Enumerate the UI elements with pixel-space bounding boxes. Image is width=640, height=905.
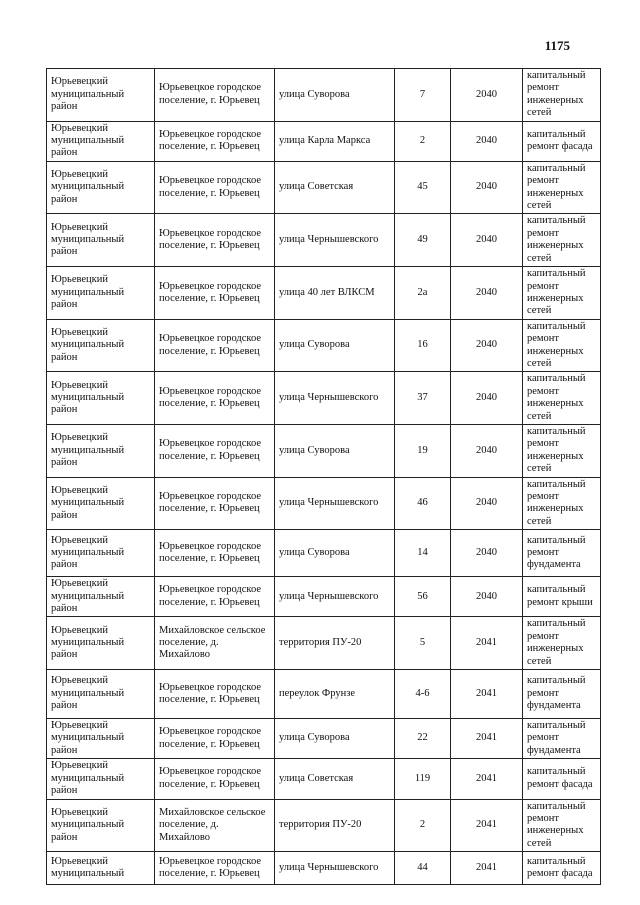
work-type-cell: капитальный ремонт инженерных сетей <box>523 267 601 320</box>
street-cell: улица Карла Маркса <box>275 121 395 161</box>
house-number-cell: 4-6 <box>395 670 451 719</box>
house-number-cell: 2 <box>395 121 451 161</box>
district-cell: Юрьевецкий муниципальный район <box>47 424 155 477</box>
street-cell: улица Чернышевского <box>275 214 395 267</box>
year-cell: 2040 <box>451 372 523 425</box>
settlement-cell: Юрьевецкое городское поселение, г. Юрьевец <box>155 161 275 214</box>
year-cell: 2041 <box>451 719 523 759</box>
house-number-cell: 5 <box>395 617 451 670</box>
year-cell: 2040 <box>451 424 523 477</box>
house-number-cell: 37 <box>395 372 451 425</box>
work-type-cell: капитальный ремонт фундамента <box>523 719 601 759</box>
settlement-cell: Юрьевецкое городское поселение, г. Юрьевец <box>155 670 275 719</box>
street-cell: территория ПУ-20 <box>275 799 395 852</box>
settlement-cell: Юрьевецкое городское поселение, г. Юрьевец <box>155 121 275 161</box>
house-number-cell: 16 <box>395 319 451 372</box>
table-row <box>47 852 601 885</box>
district-cell: Юрьевецкий муниципальный район <box>47 530 155 577</box>
year-cell: 2040 <box>451 161 523 214</box>
work-type-cell: капитальный ремонт инженерных сетей <box>523 69 601 122</box>
settlement-cell: Юрьевецкое городское поселение, г. Юрьевец <box>155 267 275 320</box>
district-cell: Юрьевецкий муниципальный район <box>47 719 155 759</box>
table-row <box>47 121 601 161</box>
street-cell: улица Чернышевского <box>275 477 395 530</box>
table-row <box>47 161 601 214</box>
table-row <box>47 759 601 799</box>
district-cell: Юрьевецкий муниципальный район <box>47 121 155 161</box>
table-body <box>47 69 601 885</box>
street-cell: улица Суворова <box>275 424 395 477</box>
year-cell: 2040 <box>451 477 523 530</box>
table-row <box>47 719 601 759</box>
work-type-cell: капитальный ремонт фундамента <box>523 670 601 719</box>
street-cell: улица Суворова <box>275 530 395 577</box>
page-number: 1175 <box>544 38 570 53</box>
table-row <box>47 372 601 425</box>
house-number-cell: 46 <box>395 477 451 530</box>
district-cell: Юрьевецкий муниципальный <box>47 852 155 885</box>
district-cell: Юрьевецкий муниципальный район <box>47 577 155 617</box>
table-row <box>47 477 601 530</box>
table-row <box>47 799 601 852</box>
settlement-cell: Юрьевецкое городское поселение, г. Юрьевец <box>155 424 275 477</box>
work-type-cell: капитальный ремонт инженерных сетей <box>523 372 601 425</box>
table-row <box>47 424 601 477</box>
settlement-cell: Юрьевецкое городское поселение, г. Юрьевец <box>155 214 275 267</box>
house-number-cell: 44 <box>395 852 451 885</box>
work-type-cell: капитальный ремонт инженерных сетей <box>523 617 601 670</box>
district-cell: Юрьевецкий муниципальный район <box>47 670 155 719</box>
year-cell: 2040 <box>451 530 523 577</box>
street-cell: территория ПУ-20 <box>275 617 395 670</box>
work-type-cell: капитальный ремонт фасада <box>523 121 601 161</box>
district-cell: Юрьевецкий муниципальный район <box>47 477 155 530</box>
work-type-cell: капитальный ремонт инженерных сетей <box>523 214 601 267</box>
settlement-cell: Юрьевецкое городское поселение, г. Юрьевец <box>155 530 275 577</box>
table-row <box>47 617 601 670</box>
settlement-cell: Юрьевецкое городское поселение, г. Юрьевец <box>155 759 275 799</box>
repair-schedule-table <box>46 68 601 885</box>
year-cell: 2040 <box>451 121 523 161</box>
table-row <box>47 577 601 617</box>
district-cell: Юрьевецкий муниципальный район <box>47 617 155 670</box>
house-number-cell: 7 <box>395 69 451 122</box>
street-cell: улица Советская <box>275 759 395 799</box>
settlement-cell: Юрьевецкое городское поселение, г. Юрьевец <box>155 577 275 617</box>
table-row <box>47 319 601 372</box>
work-type-cell: капитальный ремонт фундамента <box>523 530 601 577</box>
year-cell: 2041 <box>451 670 523 719</box>
street-cell: улица Чернышевского <box>275 577 395 617</box>
table-row <box>47 69 601 122</box>
table-row <box>47 670 601 719</box>
settlement-cell: Юрьевецкое городское поселение, г. Юрьевец <box>155 319 275 372</box>
house-number-cell: 19 <box>395 424 451 477</box>
year-cell: 2040 <box>451 214 523 267</box>
district-cell: Юрьевецкий муниципальный район <box>47 267 155 320</box>
district-cell: Юрьевецкий муниципальный район <box>47 799 155 852</box>
settlement-cell: Юрьевецкое городское поселение, г. Юрьевец <box>155 852 275 885</box>
district-cell: Юрьевецкий муниципальный район <box>47 372 155 425</box>
year-cell: 2040 <box>451 319 523 372</box>
work-type-cell: капитальный ремонт инженерных сетей <box>523 424 601 477</box>
district-cell: Юрьевецкий муниципальный район <box>47 319 155 372</box>
street-cell: улица Суворова <box>275 719 395 759</box>
district-cell: Юрьевецкий муниципальный район <box>47 161 155 214</box>
year-cell: 2040 <box>451 577 523 617</box>
work-type-cell: капитальный ремонт инженерных сетей <box>523 161 601 214</box>
table-row <box>47 214 601 267</box>
house-number-cell: 22 <box>395 719 451 759</box>
work-type-cell: капитальный ремонт фасада <box>523 759 601 799</box>
settlement-cell: Юрьевецкое городское поселение, г. Юрьевец <box>155 719 275 759</box>
street-cell: улица Чернышевского <box>275 372 395 425</box>
street-cell: улица Суворова <box>275 319 395 372</box>
year-cell: 2041 <box>451 852 523 885</box>
house-number-cell: 49 <box>395 214 451 267</box>
year-cell: 2041 <box>451 799 523 852</box>
house-number-cell: 56 <box>395 577 451 617</box>
house-number-cell: 2а <box>395 267 451 320</box>
district-cell: Юрьевецкий муниципальный район <box>47 759 155 799</box>
district-cell: Юрьевецкий муниципальный район <box>47 69 155 122</box>
street-cell: улица 40 лет ВЛКСМ <box>275 267 395 320</box>
district-cell: Юрьевецкий муниципальный район <box>47 214 155 267</box>
house-number-cell: 119 <box>395 759 451 799</box>
house-number-cell: 2 <box>395 799 451 852</box>
work-type-cell: капитальный ремонт фасада <box>523 852 601 885</box>
table-row <box>47 530 601 577</box>
street-cell: улица Суворова <box>275 69 395 122</box>
work-type-cell: капитальный ремонт инженерных сетей <box>523 799 601 852</box>
work-type-cell: капитальный ремонт инженерных сетей <box>523 477 601 530</box>
settlement-cell: Михайловское сельское поселение, д. Михайлово <box>155 617 275 670</box>
work-type-cell: капитальный ремонт крыши <box>523 577 601 617</box>
settlement-cell: Юрьевецкое городское поселение, г. Юрьевец <box>155 477 275 530</box>
street-cell: переулок Фрунзе <box>275 670 395 719</box>
settlement-cell: Юрьевецкое городское поселение, г. Юрьевец <box>155 372 275 425</box>
year-cell: 2041 <box>451 617 523 670</box>
street-cell: улица Советская <box>275 161 395 214</box>
year-cell: 2041 <box>451 759 523 799</box>
house-number-cell: 45 <box>395 161 451 214</box>
table-row <box>47 267 601 320</box>
settlement-cell: Михайловское сельское поселение, д. Михайлово <box>155 799 275 852</box>
street-cell: улица Чернышевского <box>275 852 395 885</box>
settlement-cell: Юрьевецкое городское поселение, г. Юрьевец <box>155 69 275 122</box>
year-cell: 2040 <box>451 69 523 122</box>
house-number-cell: 14 <box>395 530 451 577</box>
year-cell: 2040 <box>451 267 523 320</box>
work-type-cell: капитальный ремонт инженерных сетей <box>523 319 601 372</box>
